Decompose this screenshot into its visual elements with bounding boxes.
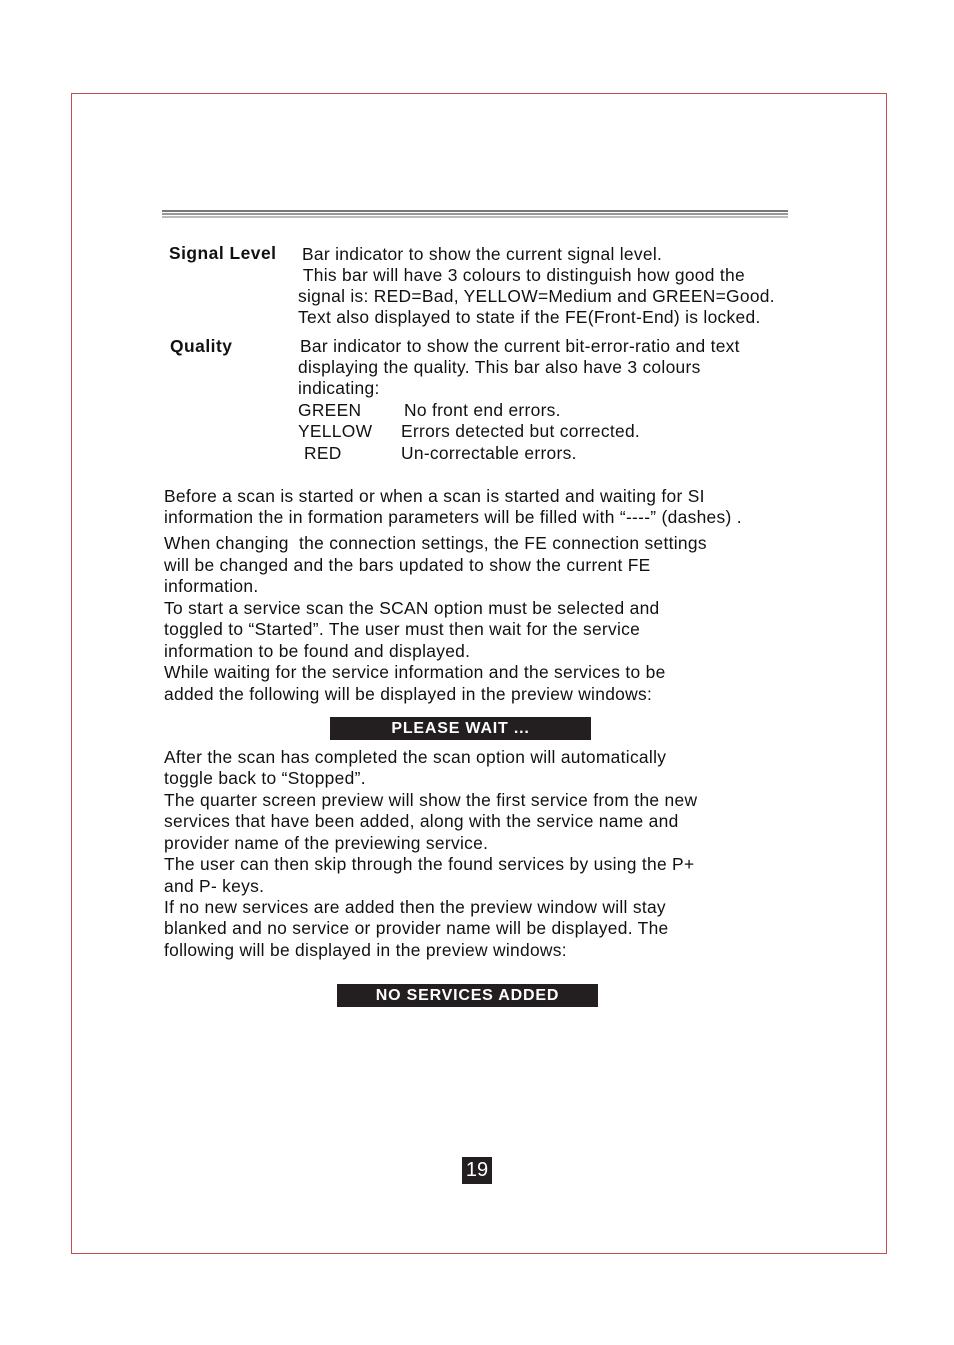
colour-desc: No front end errors. <box>404 400 561 420</box>
signal-level-line: signal is: RED=Bad, YELLOW=Medium and GREEN=Good. <box>298 286 775 306</box>
body-text-line: will be changed and the bars updated to show the current FE <box>164 555 651 575</box>
header-rule <box>162 210 788 218</box>
body-text-line: toggled to “Started”. The user must then wait for the service <box>164 619 641 639</box>
body-text-line: information to be found and displayed. <box>164 641 471 661</box>
body-text-line: The quarter screen preview will show the first service from the new <box>164 790 698 810</box>
please-wait-banner: PLEASE WAIT ... <box>330 717 591 740</box>
signal-level-line: Text also displayed to state if the FE(Front-End) is locked. <box>298 307 761 327</box>
body-text-line: The user can then skip through the found services by using the P+ <box>164 854 695 874</box>
colour-name: RED <box>304 443 342 463</box>
signal-level-term: Signal Level <box>169 243 277 263</box>
colour-desc: Errors detected but corrected. <box>401 421 641 441</box>
body-text-line: toggle back to “Stopped”. <box>164 768 366 788</box>
body-text-line: To start a service scan the SCAN option must be selected and <box>164 598 660 618</box>
body-text-line: information the in formation parameters will be filled with “----” (dashes) . <box>164 507 742 527</box>
quality-term: Quality <box>170 336 233 356</box>
signal-level-line: Bar indicator to show the current signal level. <box>302 244 663 264</box>
body-text-line: added the following will be displayed in the preview windows: <box>164 684 653 704</box>
quality-line: displaying the quality. This bar also have 3 colours <box>298 357 701 377</box>
colour-name: YELLOW <box>298 421 373 441</box>
body-text-line: Before a scan is started or when a scan is started and waiting for SI <box>164 486 705 506</box>
body-text-line: provider name of the previewing service. <box>164 833 489 853</box>
body-text-line: blanked and no service or provider name will be displayed. The <box>164 918 669 938</box>
page-number: 19 <box>462 1157 492 1184</box>
body-text-line: If no new services are added then the preview window will stay <box>164 897 666 917</box>
body-text-line: While waiting for the service information and the services to be <box>164 662 666 682</box>
body-text-line: and P- keys. <box>164 876 265 896</box>
quality-line: Bar indicator to show the current bit-error-ratio and text <box>300 336 740 356</box>
body-text-line: information. <box>164 576 259 596</box>
colour-name: GREEN <box>298 400 362 420</box>
body-text-line: When changing the connection settings, the FE connection settings <box>164 533 707 553</box>
body-text-line: After the scan has completed the scan option will automatically <box>164 747 667 767</box>
body-text-line: following will be displayed in the preview windows: <box>164 940 567 960</box>
colour-desc: Un-correctable errors. <box>401 443 577 463</box>
quality-line: indicating: <box>298 378 380 398</box>
body-text-line: services that have been added, along with the service name and <box>164 811 679 831</box>
signal-level-line: This bar will have 3 colours to distinguish how good the <box>298 265 745 285</box>
no-services-banner: NO SERVICES ADDED <box>337 984 598 1007</box>
